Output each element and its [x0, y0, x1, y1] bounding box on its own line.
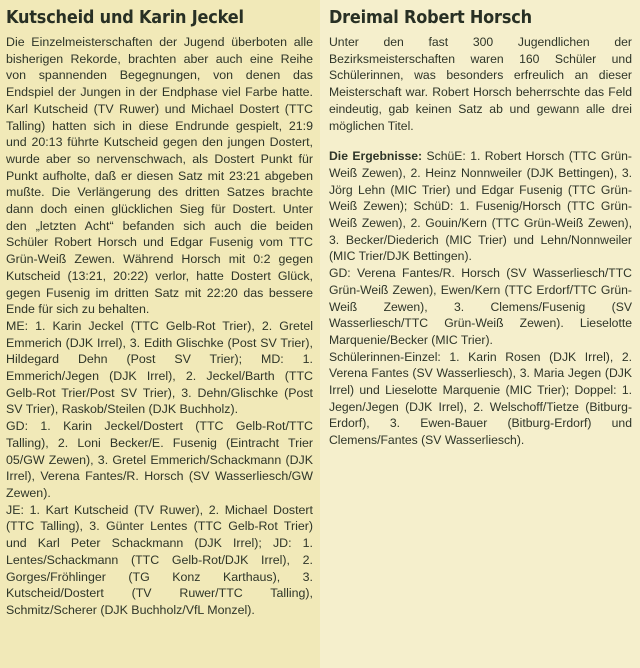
results-mixed-doubles: GD: 1. Karin Jeckel/Dostert (TTC Gelb-Rot/TTC Talling), 2. Loni Becker/E. Fusenig (Eintracht Trier 05/GW Zewen), 3. Gretel Emmerich/Schackmann (DJK Irrel), Verena Fantes/R. Horsch (SV Wasserliesch/GW Zewen).: [6, 419, 313, 500]
right-article-intro: Unter den fast 300 Jugendlichen der Bezirksmeisterschaften waren 160 Schüler und Schülerinnen, was besonders erfreulich an dieser Meisterschaft war. Robert Horsch beherrschte das Feld eindeutig, gab keinen Satz ab und gewann alle drei möglichen Titel.: [329, 35, 632, 133]
results-schueler: [329, 148, 632, 265]
results-schuelerinnen: Schülerinnen-Einzel: 1. Karin Rosen (DJK Irrel), 2. Verena Fantes (SV Wasserliesch), 3. Maria Jegen (DJK Irrel) und Lieselotte Marquenie (MIC Trier); Doppel: 1. Jegen/Jegen (DJK Irrel), 2. Welschoff/Tietze (Bitburg-Erdorf), 3. Ewen-Bauer (Bitburg-Erdorf) und Clemens/Fantes (SV Wasserliesch).: [329, 349, 632, 448]
right-column: [320, 0, 640, 668]
results-women-singles-doubles: ME: 1. Karin Jeckel (TTC Gelb-Rot Trier), 2. Gretel Emmerich (DJK Irrel), 3. Edith Glischke (Post SV Trier), Hildegard Dehn (Post SV Trier); MD: 1. Emmerich/Jegen (DJK Irrel), 2. Jeckel/Barth (TTC Gelb-Rot Trier/Post SV Trier), 3. Dehn/Glischke (Post SV Trier), Raskob/Steilen (DJK Buchholz).: [6, 318, 313, 417]
left-headline: Kutscheid und Karin Jeckel: [6, 8, 244, 28]
results-junior-singles-doubles: JE: 1. Kart Kutscheid (TV Ruwer), 2. Michael Dostert (TTC Talling), 3. Günter Lentes (TTC Gelb-Rot Trier) und Karl Peter Schackmann (DJK Irrel); JD: 1. Lentes/Schackmann (TTC Gelb-Rot/DJK Irrel), 2. Gorges/Fröhlinger (TG Konz Karthaus), 3. Kutscheid/Dostert (TV Ruwer/TTC Talling), Schmitz/Scherer (DJK Buchholz/VfL Monzel).: [6, 502, 313, 617]
paragraph-spacer: [329, 134, 632, 148]
right-headline: Dreimal Robert Horsch: [329, 8, 532, 28]
results-label: Die Ergebnisse:: [329, 149, 423, 164]
left-article-body: Die Einzelmeisterschaften der Jugend überboten alle bisherigen Rekorde, brachten aber auch eine Reihe von spannenden Begegnungen, von denen das Endspiel der Jungen in der Endphase viel Farbe hatte. Karl Kutscheid (TV Ruwer) und Michael Dostert (TTC Talling) hatten sich in diese Endrunde gespielt, 21:9 und 20:13 führte Kutscheid gegen den jungen Dostert, wurde aber so nervenschwach, als Dostert Punkt für Punkt aufholte, daß er diesen Satz mit 23:21 abgeben mußte. Die Verlängerung des dritten Satzes brachte dann doch einen glücklichen Sieg für Dostert. Unter den „letzten Acht“ befanden sich auch die beiden Schüler Robert Horsch und Edgar Fusenig vom TTC Grün-Weiß Zewen. Während Horsch mit 0:2 gegen Kutscheid (13:21, 20:22) verlor, hatte Dostert Glück, gegen Fusenig im dritten Satz mit 22:20 das bessere Ende für sich zu behalten.: [6, 35, 313, 317]
results-schueler-mixed: GD: Verena Fantes/R. Horsch (SV Wasserliesch/TTC Grün-Weiß Zewen), Ewen/Kern (TTC Erdorf/TTC Grün-Weiß Zewen), 3. Clemens/Fusenig (SV Wasserliesch/TTC Grün-Weiß Zewen). Lieselotte Marquenie/Becker (MIC Trier).: [329, 266, 632, 347]
results-schueler-text: SchüE: 1. Robert Horsch (TTC Grün-Weiß Zewen), 2. Heinz Nonnweiler (DJK Bettingen), 3. Jörg Lehn (MIC Trier) und Edgar Fusenig (TTC Grün-Weiß Zewen); SchüD: 1. Fusenig/Horsch (TTC Grün-Weiß Zewen), 2. Gouin/Kern (TTC Grün-Weiß Zewen), 3. Becker/Diederich (MIC Trier) und Lehn/Nonnweiler (MIC Trier/DJK Bettingen).: [329, 149, 632, 264]
